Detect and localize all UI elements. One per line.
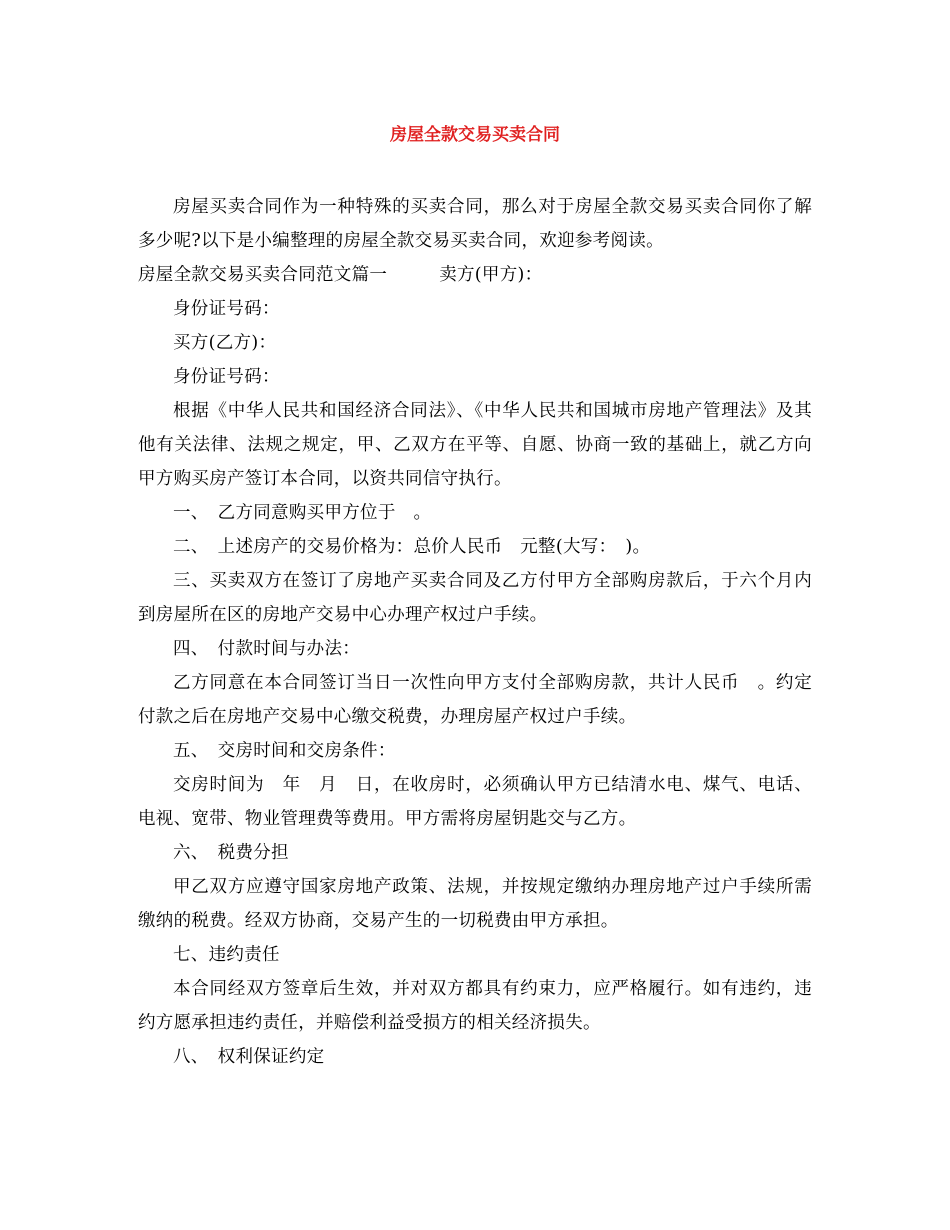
clause-6-body: 甲乙双方应遵守国家房地产政策、法规，并按规定缴纳办理房地产过户手续所需缴纳的税费。经双方协商，交易产生的一切税费由甲方承担。 bbox=[138, 877, 812, 931]
clause-6-heading: 六、 税费分担 bbox=[173, 843, 289, 863]
clause-4-body: 乙方同意在本合同签订当日一次性向甲方支付全部购房款，共计人民币 。约定付款之后在房地产交易中心缴交税费，办理房屋产权过户手续。 bbox=[138, 673, 812, 727]
clause-5-body: 交房时间为 年 月 日，在收房时，必须确认甲方已结清水电、煤气、电话、电视、宽带、物业管理费等费用。甲方需将房屋钥匙交与乙方。 bbox=[138, 775, 812, 829]
document-body bbox=[138, 190, 812, 1074]
seller-label: 卖方(甲方)： bbox=[439, 265, 543, 285]
clause-4-heading: 四、 付款时间与办法： bbox=[173, 639, 361, 659]
clause-1: 一、 乙方同意购买甲方位于 。 bbox=[173, 503, 432, 523]
legal-basis-paragraph: 根据《中华人民共和国经济合同法》、《中华人民共和国城市房地产管理法》及其他有关法律、法规之规定，甲、乙双方在平等、自愿、协商一致的基础上，就乙方向甲方购买房产签订本合同，以资共同信守执行。 bbox=[138, 401, 812, 489]
buyer-label: 买方(乙方)： bbox=[173, 333, 277, 353]
buyer-id-label: 身份证号码： bbox=[173, 367, 280, 387]
section-heading: 房屋全款交易买卖合同范文篇一 bbox=[138, 265, 388, 285]
clause-2: 二、 上述房产的交易价格为：总价人民币 元整(大写： )。 bbox=[173, 537, 651, 557]
seller-id-label: 身份证号码： bbox=[173, 299, 280, 319]
clause-5-heading: 五、 交房时间和交房条件： bbox=[173, 741, 396, 761]
document-title: 房屋全款交易买卖合同 bbox=[390, 125, 560, 145]
intro-paragraph: 房屋买卖合同作为一种特殊的买卖合同，那么对于房屋全款交易买卖合同你了解多少呢?以下是小编整理的房屋全款交易买卖合同，欢迎参考阅读。 bbox=[138, 197, 812, 251]
clause-7-body: 本合同经双方签章后生效，并对双方都具有约束力，应严格履行。如有违约，违约方愿承担违约责任，并赔偿利益受损方的相关经济损失。 bbox=[138, 979, 812, 1033]
clause-7-heading: 七、违约责任 bbox=[173, 945, 280, 965]
clause-3: 三、买卖双方在签订了房地产买卖合同及乙方付甲方全部购房款后，于六个月内到房屋所在区的房地产交易中心办理产权过户手续。 bbox=[138, 571, 812, 625]
clause-8-heading: 八、 权利保证约定 bbox=[173, 1047, 325, 1067]
section-heading-line bbox=[138, 258, 812, 292]
